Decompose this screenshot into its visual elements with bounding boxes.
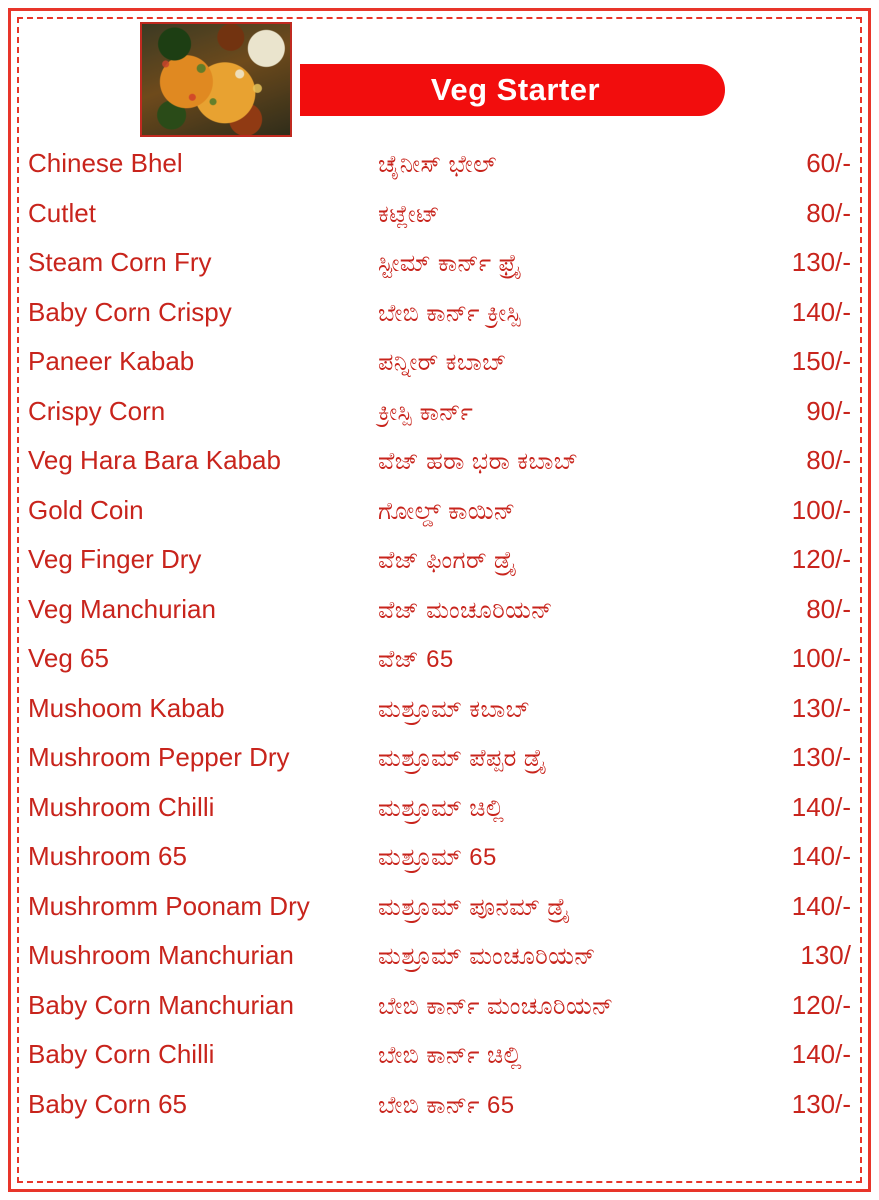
item-price: 140/- — [791, 841, 851, 871]
item-name-kannada: ಮಶ್ರೂಮ್ ಪೂನಮ್ ಡ್ರೈ — [378, 893, 571, 921]
list-item — [28, 346, 851, 396]
item-name-kannada: ಬೇಬಿ ಕಾರ್ನ್ ಕ್ರೀಸ್ಪಿ — [378, 299, 522, 327]
page-title: Veg Starter — [430, 72, 601, 107]
item-name-english: Gold Coin — [28, 494, 144, 525]
item-name-english: Mushoom Kabab — [28, 692, 225, 723]
item-name-kannada: ಚೈನೀಸ್ ಭೇಲ್ — [378, 151, 497, 178]
item-name-english: Veg Finger Dry — [28, 544, 202, 574]
list-item — [28, 643, 851, 693]
item-price: 130/- — [791, 742, 851, 772]
item-price: 140/- — [791, 1039, 851, 1069]
item-price: 130/- — [791, 1088, 851, 1119]
item-name-kannada: ವೆಜ್ ಹರಾ ಭರಾ ಕಬಾಬ್ — [378, 448, 579, 475]
item-name-english: Cutlet — [28, 197, 96, 228]
list-item — [28, 198, 851, 248]
item-price: 60/- — [806, 148, 851, 178]
dish-photo — [140, 22, 292, 137]
item-name-english: Paneer Kabab — [28, 346, 195, 376]
list-item — [28, 594, 851, 644]
list-item — [28, 495, 851, 545]
page-content — [28, 22, 851, 1174]
list-item — [28, 297, 851, 347]
item-name-english: Baby Corn Chilli — [28, 1039, 215, 1069]
list-item — [28, 990, 851, 1040]
item-price: 150/- — [791, 346, 851, 376]
menu-header — [28, 22, 851, 132]
item-price: 130/- — [791, 692, 851, 723]
list-item — [28, 792, 851, 842]
item-name-kannada: ಮಶ್ರೂಮ್ 65 — [378, 844, 497, 871]
item-name-english: Baby Corn Manchurian — [28, 989, 294, 1020]
item-name-kannada: ವೆಜ್ ಫಿಂಗರ್ ಡ್ರೈ — [378, 547, 517, 574]
item-price: 80/- — [806, 445, 851, 475]
item-name-kannada: ಗೋಲ್ಡ್ ಕಾಯಿನ್ — [378, 497, 516, 525]
item-name-kannada: ಬೇಬಿ ಕಾರ್ನ್ 65 — [378, 1091, 515, 1119]
item-price: 80/- — [806, 593, 851, 624]
item-name-kannada: ಬೇಬಿ ಕಾರ್ನ್ ಮಂಚೂರಿಯನ್ — [378, 992, 614, 1020]
list-item — [28, 841, 851, 891]
list-item — [28, 1039, 851, 1089]
item-name-kannada: ಕ್ರೀಸ್ಪಿ ಕಾರ್ನ್ — [378, 398, 474, 426]
list-item — [28, 891, 851, 941]
list-item — [28, 247, 851, 297]
list-item — [28, 396, 851, 446]
item-name-english: Mushroom Pepper Dry — [28, 742, 290, 772]
list-item — [28, 742, 851, 792]
item-name-kannada: ಬೇಬಿ ಕಾರ್ನ್ ಚಿಲ್ಲಿ — [378, 1042, 523, 1069]
item-name-kannada: ಕಟ್ಲೇಟ್ — [378, 200, 440, 228]
item-name-english: Veg Manchurian — [28, 593, 216, 624]
item-price: 120/- — [791, 544, 851, 574]
item-name-english: Mushroom Manchurian — [28, 940, 294, 970]
item-price: 100/- — [791, 494, 851, 525]
item-name-english: Baby Corn Crispy — [28, 296, 232, 327]
item-name-english: Veg Hara Bara Kabab — [28, 445, 281, 475]
item-name-kannada: ಮಶ್ರೂಮ್ ಪೆಪ್ಪರ ಡ್ರೈ — [378, 745, 547, 772]
item-price: 140/- — [791, 890, 851, 921]
item-name-kannada: ಮಶ್ರೂಮ್ ಚಿಲ್ಲಿ — [378, 794, 505, 822]
menu-list — [28, 148, 851, 1138]
item-name-kannada: ಸ್ಟೀಮ್ ಕಾರ್ನ್ ಫ್ರೈ — [378, 250, 522, 277]
item-price: 130/ — [800, 940, 851, 970]
list-item — [28, 1089, 851, 1139]
item-price: 90/- — [806, 395, 851, 426]
item-name-english: Crispy Corn — [28, 395, 166, 426]
item-name-english: Baby Corn 65 — [28, 1088, 187, 1119]
item-name-english: Chinese Bhel — [28, 148, 183, 178]
item-name-english: Mushroom 65 — [28, 841, 187, 871]
dish-photo-garnish — [142, 24, 290, 135]
section-title-banner — [300, 64, 725, 116]
item-name-english: Mushroom Chilli — [28, 791, 215, 822]
list-item — [28, 693, 851, 743]
item-name-kannada: ಪನ್ನೀರ್ ಕಬಾಬ್ — [378, 349, 507, 376]
item-price: 80/- — [806, 197, 851, 228]
item-name-english: Steam Corn Fry — [28, 247, 212, 277]
item-name-kannada: ಮಶ್ರೂಮ್ ಮಂಚೂರಿಯನ್ — [378, 943, 596, 970]
list-item — [28, 148, 851, 198]
item-name-kannada: ವೆಜ್ 65 — [378, 646, 454, 673]
item-price: 140/- — [791, 296, 851, 327]
item-price: 130/- — [791, 247, 851, 277]
item-name-english: Veg 65 — [28, 643, 109, 673]
list-item — [28, 940, 851, 990]
item-name-kannada: ವೆಜ್ ಮಂಚೂರಿಯನ್ — [378, 596, 553, 624]
list-item — [28, 544, 851, 594]
item-price: 100/- — [791, 643, 851, 673]
list-item — [28, 445, 851, 495]
item-name-english: Mushromm Poonam Dry — [28, 890, 310, 921]
item-price: 140/- — [791, 791, 851, 822]
item-price: 120/- — [791, 989, 851, 1020]
item-name-kannada: ಮಶ್ರೂಮ್ ಕಬಾಬ್ — [378, 695, 531, 723]
